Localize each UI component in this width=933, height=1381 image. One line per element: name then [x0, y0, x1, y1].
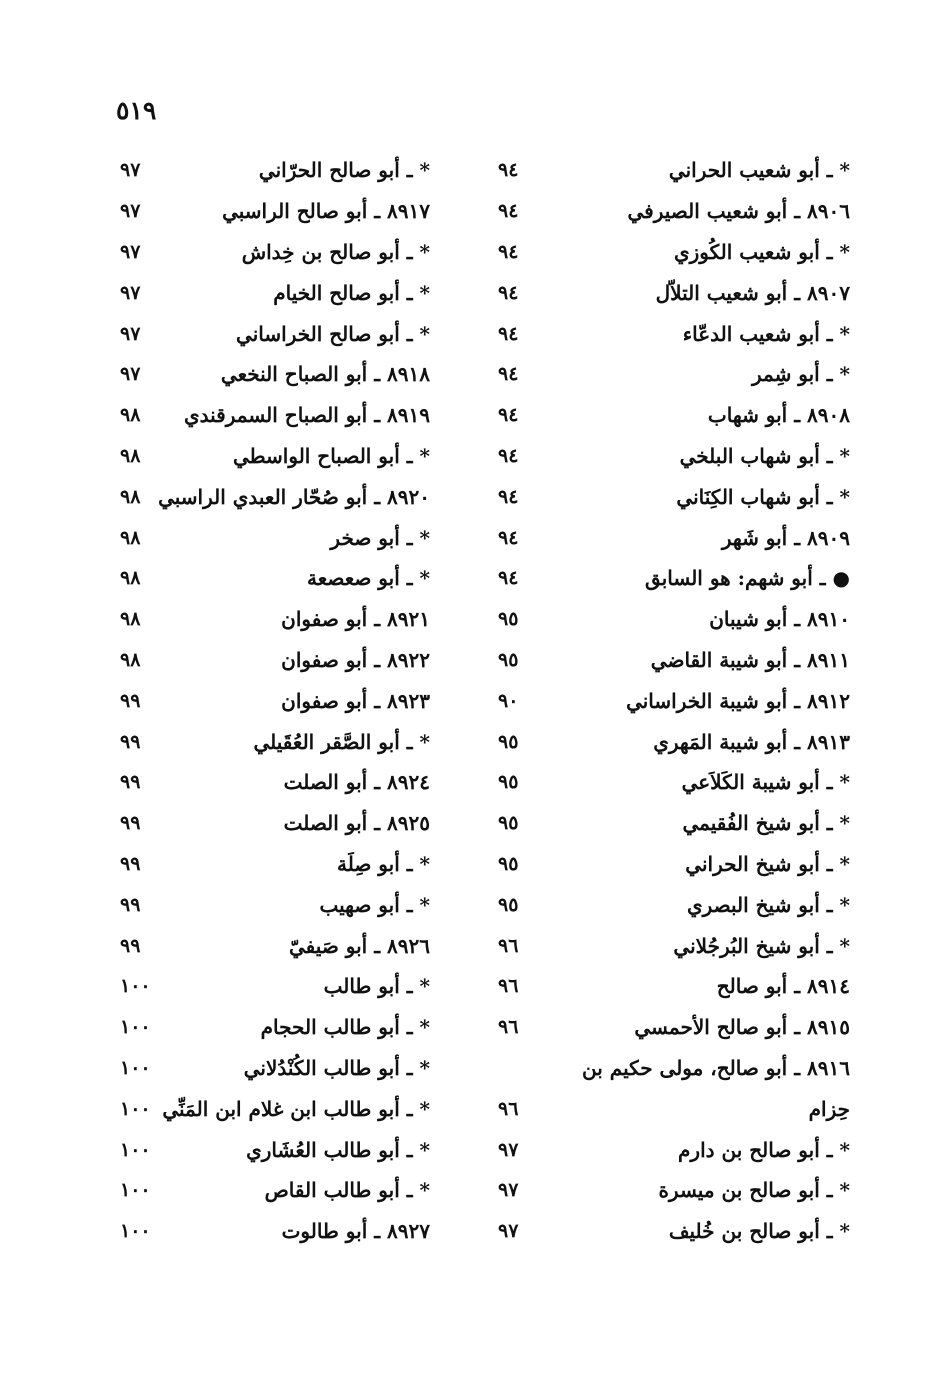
index-row [120, 1170, 470, 1211]
index-entry: * ـ أبو شعيب الحراني [668, 158, 850, 183]
index-entry: حِزام [808, 1096, 850, 1121]
page-reference: ٩٨ [120, 648, 141, 671]
page-reference: ٩٨ [120, 485, 141, 508]
index-row [120, 517, 470, 558]
index-entry: * ـ أبو صالح بن خُليف [668, 1219, 850, 1244]
page-reference: ٩٦ [498, 1097, 519, 1120]
index-entry: ٨٩٠٨ ـ أبو شهاب [707, 403, 850, 428]
index-row [120, 191, 470, 232]
index-entry: * ـ أبو شيخ الفُقيمي [682, 811, 850, 836]
index-row [498, 884, 850, 925]
index-row [498, 721, 850, 762]
index-row [120, 232, 470, 273]
page-reference: ٩٧ [498, 1138, 519, 1161]
page-reference: ٩٧ [498, 1179, 519, 1202]
page-reference: ٩٤ [498, 444, 519, 467]
page-reference: ٩٤ [498, 404, 519, 427]
index-row [498, 680, 850, 721]
index-row [498, 517, 850, 558]
index-row [120, 966, 470, 1007]
page-reference: ١٠٠ [120, 1056, 151, 1079]
index-row [498, 1170, 850, 1211]
index-row [120, 313, 470, 354]
index-row [120, 1007, 470, 1048]
index-row [120, 1129, 470, 1170]
index-entry: * ـ أبو الصَّقر العُقَيلي [253, 729, 430, 754]
index-entry: ٨٩٠٦ ـ أبو شعيب الصيرفي [627, 199, 850, 224]
index-row [498, 150, 850, 191]
page-reference: ٩٤ [498, 200, 519, 223]
index-entry: * ـ أبو شعيب الدعّاء [682, 321, 850, 346]
page-reference: ٩٥ [498, 893, 519, 916]
index-entry: * ـ أبو طالب العُشَاري [246, 1137, 430, 1162]
index-entry: * ـ أبو صالح بن ميسرة [658, 1178, 850, 1203]
index-entry: ٨٩٢٧ ـ أبو طالوت [281, 1219, 430, 1244]
page-reference: ٩٤ [498, 281, 519, 304]
page-reference: ٩٨ [120, 404, 141, 427]
page-reference: ١٠٠ [120, 1097, 151, 1120]
index-row [498, 272, 850, 313]
index-row [120, 1048, 470, 1089]
page-reference: ٩٦ [498, 975, 519, 998]
page-reference: ٩٧ [120, 200, 141, 223]
page-reference: ٩٦ [498, 934, 519, 957]
page-reference: ٩٠ [498, 689, 519, 712]
index-row [498, 558, 850, 599]
index-row [498, 395, 850, 436]
page-reference: ٩٧ [120, 363, 141, 386]
index-entry: * ـ أبو طالب [323, 974, 430, 999]
page-reference: ٩٧ [120, 240, 141, 263]
index-entry: ٨٩١٨ ـ أبو الصباح النخعي [220, 362, 430, 387]
index-row [498, 476, 850, 517]
index-entry: * ـ أبو طالب الحجام [260, 1015, 430, 1040]
index-entry: ● ـ أبو شهم: هو السابق [645, 566, 850, 591]
page-reference: ١٠٠ [120, 1179, 151, 1202]
index-entry: * ـ أبو طالب ابن غلام ابن المَنِّي [162, 1096, 430, 1121]
index-entry: ٨٩١١ ـ أبو شيبة القاضي [650, 647, 850, 672]
page-reference: ٩٧ [120, 159, 141, 182]
index-entry: ٨٩٢٦ ـ أبو صَيفيّ [289, 933, 430, 958]
index-entry: ٨٩١٧ ـ أبو صالح الراسبي [222, 199, 430, 224]
index-row [498, 354, 850, 395]
index-row [498, 803, 850, 844]
index-entry: * ـ أبو شيخ الحراني [685, 851, 850, 876]
index-row [498, 966, 850, 1007]
index-entry: * ـ أبو صهيب [319, 892, 430, 917]
index-column-left [120, 150, 470, 1252]
index-row [120, 844, 470, 885]
index-row [498, 313, 850, 354]
page-reference: ١٠٠ [120, 1138, 151, 1161]
index-row [498, 925, 850, 966]
index-entry: ٨٩٢٢ ـ أبو صفوان [281, 647, 430, 672]
page-reference: ٩٤ [498, 567, 519, 590]
index-row [498, 1007, 850, 1048]
page-reference: ٩٥ [498, 648, 519, 671]
index-entry: * ـ أبو شيبة الكَلاَعي [681, 770, 850, 795]
index-entry: ٨٩١٢ ـ أبو شيبة الخراساني [626, 688, 850, 713]
index-entry: * ـ أبو الصباح الواسطي [232, 443, 430, 468]
index-entry: * ـ أبو شهاب الكِنَاني [676, 484, 850, 509]
page-reference: ٩٨ [120, 567, 141, 590]
page-reference: ٩٤ [498, 363, 519, 386]
index-entry: * ـ أبو شعيب الكُوزي [673, 239, 850, 264]
index-row [498, 1211, 850, 1252]
index-row [120, 150, 470, 191]
index-row [498, 599, 850, 640]
page-reference: ١٠٠ [120, 1220, 151, 1243]
index-entry: * ـ أبو شِمر [751, 362, 850, 387]
index-row [120, 925, 470, 966]
index-row [120, 640, 470, 681]
index-row [120, 1088, 470, 1129]
page-reference: ٩٩ [120, 934, 141, 957]
page-number: ٥١٩ [116, 96, 157, 125]
page-reference: ٩٨ [120, 444, 141, 467]
page-reference: ٩٧ [120, 281, 141, 304]
page-reference: ٩٤ [498, 526, 519, 549]
index-entry: * ـ أبو صالح الحرّاني [258, 158, 430, 183]
index-column-right [498, 150, 850, 1252]
index-entry: * ـ أبو شيخ البُرجُلاني [673, 933, 850, 958]
index-entry: ٨٩٠٧ ـ أبو شعيب التلاّل [655, 280, 850, 305]
index-row [498, 762, 850, 803]
index-row [120, 395, 470, 436]
index-row [120, 476, 470, 517]
page-reference: ٩٩ [120, 852, 141, 875]
index-entry: ٨٩٠٩ ـ أبو شَهر [721, 525, 850, 550]
index-row [120, 680, 470, 721]
index-entry: ٨٩٢٤ ـ أبو الصلت [283, 770, 430, 795]
page-reference: ٩٤ [498, 159, 519, 182]
index-row [120, 354, 470, 395]
index-row [120, 721, 470, 762]
index-row [120, 884, 470, 925]
index-entry: ٨٩١٩ ـ أبو الصباح السمرقندي [183, 403, 430, 428]
index-entry: ٨٩١٤ ـ أبو صالح [716, 974, 850, 999]
index-row [498, 191, 850, 232]
index-entry: ٨٩١٠ ـ أبو شيبان [709, 607, 850, 632]
page-reference: ٩٥ [498, 812, 519, 835]
index-entry: ٨٩٢٥ ـ أبو الصلت [283, 811, 430, 836]
index-entry: * ـ أبو صالح الخيام [273, 280, 430, 305]
index-row [120, 762, 470, 803]
index-entry: * ـ أبو طالب القاص [264, 1178, 430, 1203]
index-row [120, 599, 470, 640]
page-reference: ٩٤ [498, 240, 519, 263]
page-reference: ٩٩ [120, 893, 141, 916]
index-row [120, 803, 470, 844]
page-reference: ٩٥ [498, 771, 519, 794]
page-reference: ٩٥ [498, 852, 519, 875]
index-entry: ٨٩١٣ ـ أبو شيبة المَهري [653, 729, 850, 754]
page-reference: ٩٧ [120, 322, 141, 345]
index-row [498, 1088, 850, 1129]
page-reference: ٩٥ [498, 730, 519, 753]
page-reference: ٩٤ [498, 322, 519, 345]
index-row [498, 436, 850, 477]
page-reference: ١٠٠ [120, 975, 151, 998]
page-reference: ٩٥ [498, 608, 519, 631]
index-row [120, 558, 470, 599]
index-entry: * ـ أبو صالح الخراساني [236, 321, 430, 346]
index-entry: ٨٩٢٠ ـ أبو صُحّار العبدي الراسبي [158, 484, 430, 509]
index-entry: * ـ أبو صعصعة [306, 566, 430, 591]
page-reference: ٩٩ [120, 689, 141, 712]
page-reference: ٩٨ [120, 608, 141, 631]
page-reference: ٩٤ [498, 485, 519, 508]
page-reference: ٩٦ [498, 1016, 519, 1039]
index-entry: * ـ أبو شيخ البصري [686, 892, 850, 917]
index-entry: * ـ أبو صالح بن دارم [678, 1137, 850, 1162]
index-row [120, 436, 470, 477]
index-row [498, 640, 850, 681]
index-row [498, 232, 850, 273]
index-entry: ٨٩١٦ ـ أبو صالح، مولى حكيم بن [582, 1055, 850, 1080]
page-reference: ١٠٠ [120, 1016, 151, 1039]
index-row [120, 272, 470, 313]
index-row [498, 1048, 850, 1089]
index-entry: * ـ أبو صخر [330, 525, 430, 550]
index-entry: * ـ أبو صالح بن خِداش [241, 239, 430, 264]
page-reference: ٩٧ [498, 1220, 519, 1243]
page-reference: ٩٩ [120, 771, 141, 794]
page-reference: ٩٨ [120, 526, 141, 549]
index-row [498, 1129, 850, 1170]
index-row [498, 844, 850, 885]
index-entry: ٨٩٢٣ ـ أبو صفوان [281, 688, 430, 713]
index-entry: ٨٩٢١ ـ أبو صفوان [281, 607, 430, 632]
page-reference: ٩٩ [120, 812, 141, 835]
index-row [120, 1211, 470, 1252]
index-entry: * ـ أبو صِلَة [337, 851, 430, 876]
index-entry: ٨٩١٥ ـ أبو صالح الأحمسي [634, 1015, 850, 1040]
index-entry: * ـ أبو شهاب البلخي [679, 443, 850, 468]
page-reference: ٩٩ [120, 730, 141, 753]
index-entry: * ـ أبو طالب الكُنْدُلاني [243, 1055, 430, 1080]
